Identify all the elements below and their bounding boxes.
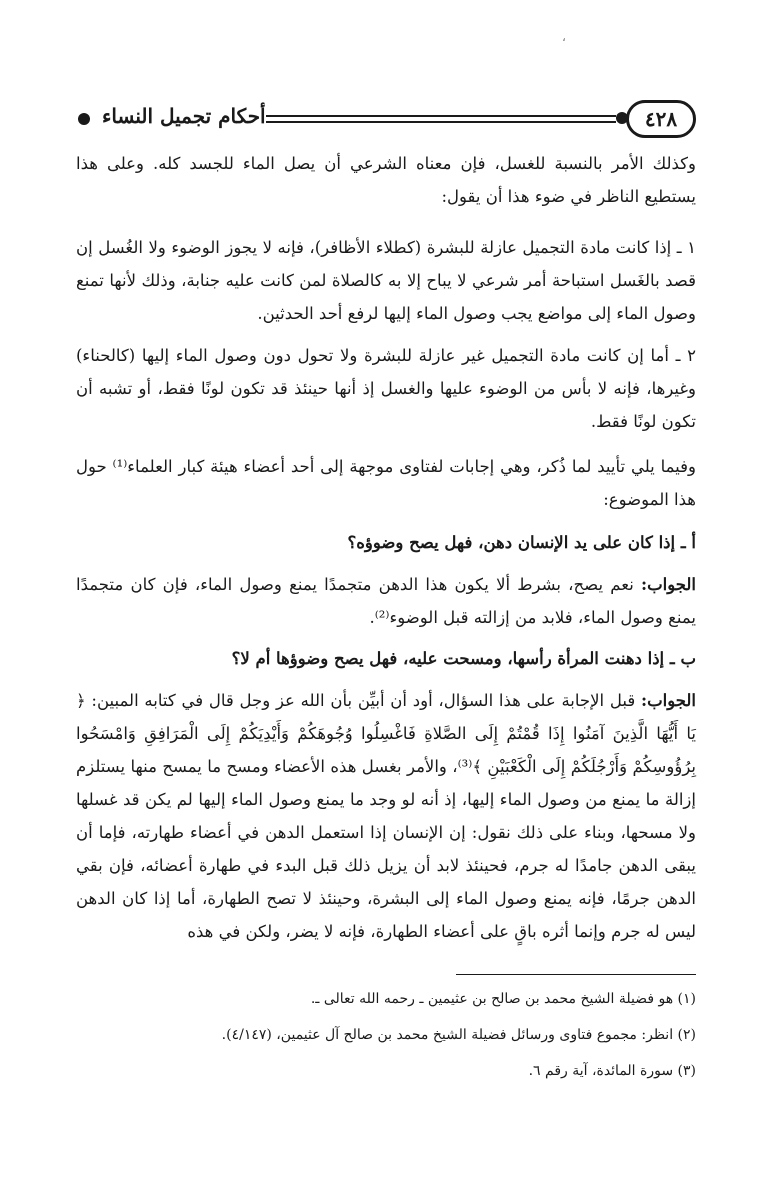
question-b: ب ـ إذا دهنت المرأة رأسها، ومسحت عليه، فهل يصح وضوؤها أم لا؟ [231,649,696,668]
answer-a [76,568,696,634]
point-one-paragraph: ١ ـ إذا كانت مادة التجميل عازلة للبشرة (كطلاء الأظافر)، فإنه لا يجوز الوضوء ولا الغُسل إن قصد بالغَسل استباحة أمر شرعي لا يباح إلا به كالصلاة لمن كانت عليه جنابة، وذلك لأنها تمنع وصول الماء إلى مواضع يجب وصول الماء إليها لرفع أحد الحدثين. [76,238,696,323]
answer-text: نعم يصح، بشرط ألا يكون هذا الدهن متجمدًا يمنع وصول الماء، فإن كان متجمدًا يمنع وصول الماء، فلابد من إزالته قبل الوضوء⁽²⁾. [76,575,696,627]
footnote: (١) هو فضيلة الشيخ محمد بن صالح بن عثيمين ـ رحمه الله تعالى ـ. [310,991,696,1007]
answer-label: الجواب: [641,691,696,710]
header-rule [266,121,616,123]
ornament-dot-icon [616,112,628,124]
answer-text: قبل الإجابة على هذا السؤال، أود أن أبيِّن بأن الله عز وجل قال في كتابه المبين: ﴿ يَا أَيُّهَا الَّذِينَ آمَنُوا إِذَا قُمْتُمْ إِلَى الصَّلاةِ فَاغْسِلُوا وُجُوهَكُمْ وَأَيْدِيَكُمْ إِلَى الْمَرَافِقِ وَامْسَحُوا بِرُؤُوسِكُمْ وَأَرْجُلَكُمْ إِلَى الْكَعْبَيْنِ ﴾⁽³⁾، والأمر بغسل هذه الأعضاء ومسح ما يمسح منها يستلزم إزالة ما يمنع من وصول الماء إليها، إذ أنه لو وجد ما يمنع وصول الماء إليها لم يكن قد غسلها ولا مسحها، وبناء على ذلك نقول: إن الإنسان إذا استعمل الدهن في أعضاء طهارته، فإما أن يبقى الدهن جامدًا له جرم، فحينئذ لابد أن يزيل ذلك قبل البدء في طهارة أعضائه، فإن بقي الدهن جرمًا، فإنه يمنع وصول الماء إلى البشرة، وحينئذ لا تصح الطهارة، أما إذا كان الدهن ليس له جرم وإنما أثره باقٍ على أعضاء الطهارة، فإنه لا يضر، ولكن في هذه [76,691,697,941]
footnote-separator [456,974,696,975]
question-a: أ ـ إذا كان على يد الإنسان دهن، فهل يصح وضوؤه؟ [347,533,696,552]
book-title: أحكام تجميل النساء [102,104,266,128]
running-header [76,100,696,146]
stray-mark: ، [562,30,566,44]
footnote: (٢) انظر: مجموع فتاوى ورسائل فضيلة الشيخ محمد بن صالح آل عثيمين، (٤/١٤٧). [221,1027,696,1043]
intro-paragraph: وكذلك الأمر بالنسبة للغسل، فإن معناه الشرعي أن يصل الماء للجسد كله. وعلى هذا يستطيع الناظر في ضوء هذا أن يقول: [76,154,696,206]
header-rule [266,115,616,117]
answer-label: الجواب: [641,575,696,594]
page-number: ٤٢٨ [626,100,696,138]
footnote: (٣) سورة المائدة، آية رقم ٦. [528,1063,696,1079]
point-two-paragraph: ٢ ـ أما إن كانت مادة التجميل غير عازلة للبشرة ولا تحول دون وصول الماء إليها (كالحناء) وغيرها، فإنه لا بأس من الوضوء عليها والغسل إذ أنها حينئذ قد تكون لونًا فقط، أو تشبه أن تكون لونًا فقط. [76,346,696,431]
ornament-dot-icon [78,113,90,125]
fatwa-intro-paragraph: وفيما يلي تأييد لما ذُكر، وهي إجابات لفتاوى موجهة إلى أحد أعضاء هيئة كبار العلماء⁽¹⁾ حول هذا الموضوع: [76,457,696,509]
answer-b [76,684,696,948]
